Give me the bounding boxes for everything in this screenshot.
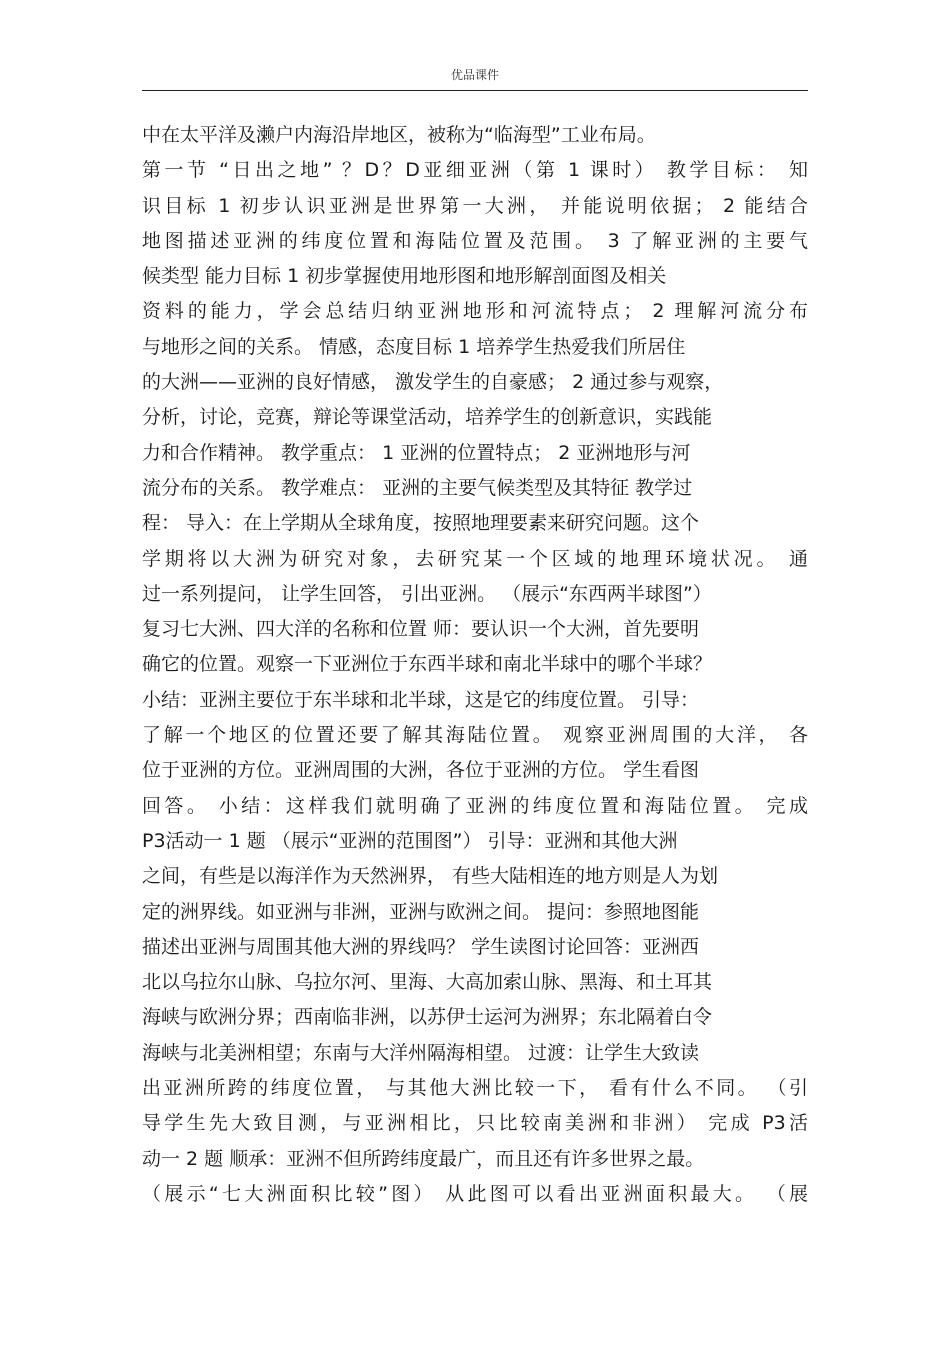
text-line: 程： 导入：在上学期从全球角度，按照地理要素来研究问题。这个 xyxy=(142,512,700,535)
text-line: 地图描述亚洲的纬度位置和海陆位置及范围。 3 了解亚洲的主要气 xyxy=(142,229,808,252)
text-line: 确它的位置。观察一下亚洲位于东西半球和南北半球中的哪个半球？ xyxy=(142,653,713,676)
document-body xyxy=(142,118,808,1212)
text-line: 第一节 “日出之地” ？D？D亚细亚洲（第 1 课时） 教学目标： 知 xyxy=(142,159,808,182)
text-line: 了解一个地区的位置还要了解其海陆位置。 观察亚洲周围的大洋， 各 xyxy=(142,724,808,747)
text-line: 定的洲界线。如亚洲与非洲，亚洲与欧洲之间。 提问：参照地图能 xyxy=(142,900,700,923)
text-line: 位于亚洲的方位。亚洲周围的大洲，各位于亚洲的方位。 学生看图 xyxy=(142,759,700,782)
text-line: 小结：亚洲主要位于东半球和北半球，这是它的纬度位置。 引导： xyxy=(142,688,700,711)
text-line: 资料的能力，学会总结归纳亚洲地形和河流特点； 2 理解河流分布 xyxy=(142,300,808,323)
text-line: 与地形之间的关系。 情感，态度目标 1 培养学生热爱我们所居住 xyxy=(142,335,686,358)
text-line: 动一 2 题 顺承：亚洲不但所跨纬度最广，而且还有许多世界之最。 xyxy=(142,1147,705,1170)
header-divider xyxy=(142,90,808,91)
text-line: 的大洲——亚洲的良好情感， 激发学生的自豪感； 2 通过参与观察， xyxy=(142,371,724,394)
text-line: 出亚洲所跨的纬度位置， 与其他大洲比较一下， 看有什么不同。 （引 xyxy=(142,1077,808,1100)
text-line: 过一系列提问， 让学生回答， 引出亚洲。 （展示“东西两半球图”） xyxy=(142,582,712,605)
text-line: 海峡与北美洲相望；东南与大洋州隔海相望。 过渡：让学生大致读 xyxy=(142,1041,700,1064)
text-line: 回答。 小结：这样我们就明确了亚洲的纬度位置和海陆位置。 完成 xyxy=(142,794,808,817)
text-line: （展示“七大洲面积比较”图） 从此图可以看出亚洲面积最大。 （展 xyxy=(142,1182,808,1205)
text-line: P3活动一 1 题 （展示“亚洲的范围图”） 引导：亚洲和其他大洲 xyxy=(142,829,678,852)
text-line: 分析，讨论，竞赛，辩论等课堂活动，培养学生的创新意识，实践能 xyxy=(142,406,713,429)
text-line: 候类型 能力目标 1 初步掌握使用地形图和地形解剖面图及相关 xyxy=(142,265,667,288)
text-line: 之间，有些是以海洋作为天然洲界， 有些大陆相连的地方则是人为划 xyxy=(142,865,719,888)
text-line: 中在太平洋及濑户内海沿岸地区，被称为“临海型”工业布局。 xyxy=(142,124,656,146)
text-line: 识目标 1 初步认识亚洲是世界第一大洲， 并能说明依据； 2 能结合 xyxy=(142,194,808,217)
text-line: 北以乌拉尔山脉、乌拉尔河、里海、大高加索山脉、黑海、和土耳其 xyxy=(142,971,713,994)
text-line: 力和合作精神。 教学重点： 1 亚洲的位置特点； 2 亚洲地形与河 xyxy=(142,441,691,464)
text-line: 导学生先大致目测，与亚洲相比，只比较南美洲和非洲） 完成 P3活 xyxy=(142,1112,808,1135)
text-line: 学期将以大洲为研究对象，去研究某一个区域的地理环境状况。 通 xyxy=(142,547,808,570)
text-line: 海峡与欧洲分界；西南临非洲，以苏伊士运河为洲界；东北隔着白令 xyxy=(142,1006,713,1029)
text-line: 复习七大洲、四大洋的名称和位置 师：要认识一个大洲，首先要明 xyxy=(142,618,700,641)
page-header: 优品课件 xyxy=(450,68,499,82)
text-line: 描述出亚洲与周围其他大洲的界线吗？ 学生读图讨论回答：亚洲西 xyxy=(142,935,700,958)
text-line: 流分布的关系。 教学难点： 亚洲的主要气候类型及其特征 教学过 xyxy=(142,476,693,499)
